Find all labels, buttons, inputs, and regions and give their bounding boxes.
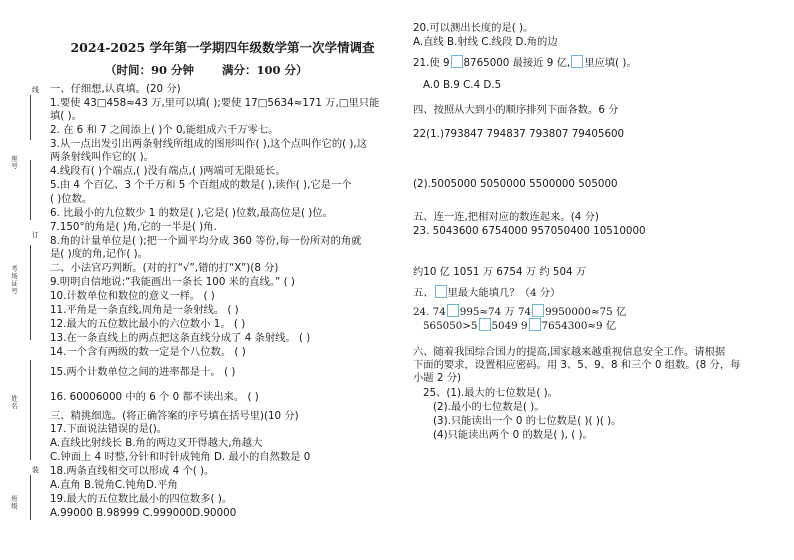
option-line: A.直线比射线长 B.角的两边叉开得越大,角越大 <box>50 437 263 449</box>
label-name: 姓名 <box>10 395 18 410</box>
question-24-part: 995≈74 万 74 <box>459 306 532 318</box>
page-subtitle: （时间：90 分钟 满分：100 分） <box>105 63 308 77</box>
binding-mark: 装 <box>32 466 39 474</box>
label-class: 班级 <box>10 495 18 510</box>
question-line: 14.一个含有两级的数一定是个八位数。 ( ) <box>50 346 246 358</box>
question-line: 小题 2 分) <box>413 372 462 384</box>
question-line: 1.要使 43□458≈43 万,里可以填( );要使 17□5634≈171 万,□里只能 <box>50 97 380 109</box>
question-line: 18.两条直线相交可以形成 4 个( )。 <box>50 465 215 477</box>
binding-mark: 订 <box>32 231 39 239</box>
label-exam-id: 考场证号 <box>10 265 18 295</box>
question-24-prefix: 五、 <box>413 287 434 299</box>
section-heading: 六、随着我国综合国力的提高,国家越来越重视信息安全工作。请根据 <box>413 346 726 358</box>
number-list: 约10 亿 1051 万 6754 万 约 504 万 <box>413 266 587 278</box>
question-24-title <box>413 285 560 300</box>
answer-box[interactable] <box>435 285 447 298</box>
question-line: 13.在一条直线上的两点把这条直线分成了 4 条射线。 ( ) <box>50 332 311 344</box>
question-21 <box>413 55 637 70</box>
question-line: 3.从一点出发引出两条射线所组成的图形叫作( ),这个点叫作它的( ),这 <box>50 138 367 150</box>
binding-line <box>30 160 31 220</box>
question-line: (3).只能读出一个 0 的七位数是( )( )( )。 <box>433 415 622 427</box>
question-line: 是( )度的角,记作( )。 <box>50 248 148 260</box>
question-line: 5.由 4 个百亿、3 个千万和 5 个百组成的数是( ),读作( ),它是一个 <box>50 179 352 191</box>
question-line: 2. 在 6 和 7 之间添上( )个 0,能组成六千万零七。 <box>50 124 279 136</box>
section-heading: 五、连一连,把相对应的数连起来。(4 分) <box>413 211 599 223</box>
option-line: C.钟面上 4 时整,分针和时针成钝角 D. 最小的自然数是 0 <box>50 451 311 463</box>
answer-box[interactable] <box>529 318 541 331</box>
option-line: A.直线 B.射线 C.线段 D.角的边 <box>413 36 558 48</box>
question-24-suffix: 里最大能填几？（4 分） <box>447 287 561 299</box>
binding-line <box>30 245 31 340</box>
number-list: 22(1.)793847 794837 793807 79405600 <box>413 128 625 140</box>
question-24-part: 5049 9 <box>491 320 528 332</box>
question-line: 10.计数单位和数位的意义一样。 ( ) <box>50 290 215 302</box>
question-24-row <box>413 304 626 319</box>
binding-margin <box>0 80 40 520</box>
number-list: (2).5005000 5050000 5500000 505000 <box>413 178 618 190</box>
question-line: 9.明明自信地说:“我能画出一条长 100 米的直线。” ( ) <box>50 276 295 288</box>
question-line: (4)只能读出两个 0 的数是( ), ( )。 <box>433 429 593 441</box>
question-line: 8.角的计量单位是( );把一个圆平均分成 360 等份,每一份所对的角就 <box>50 235 362 247</box>
question-line: 两条射线叫作它的( )。 <box>50 151 154 163</box>
page-title: 2024-2025 学年第一学期四年级数学第一次学情调查 <box>70 40 375 55</box>
question-line: (2).最小的七位数是( )。 <box>433 401 545 413</box>
number-list: 23. 5043600 6754000 957050400 10510000 <box>413 225 646 237</box>
question-line: 20.可以测出长度的是( )。 <box>413 22 534 34</box>
binding-line <box>30 95 31 140</box>
question-line: 19.最大的五位数比最小的四位数多( )。 <box>50 493 233 505</box>
question-line: 15.两个计数单位之间的进率都是十。 ( ) <box>50 366 236 378</box>
option-line: A.0 B.9 C.4 D.5 <box>423 79 502 91</box>
question-line: 12.最大的五位数比最小的六位数小 1。 ( ) <box>50 318 246 330</box>
section-heading: 二、小法官巧判断。(对的打“√”,错的打“X”)(8 分) <box>50 262 279 274</box>
question-24-row <box>423 318 616 333</box>
question-24-part: 565050>5 <box>423 320 478 332</box>
question-line: 下面的要求，设置相应密码。用 3、5、9、8 和三个 0 组数。(8 分，每 <box>413 359 741 371</box>
question-line: 4.线段有( )个端点,( )没有端点,( )两端可无限延长。 <box>50 165 286 177</box>
binding-line <box>30 475 31 520</box>
question-21-middle: 8765000 最接近 9 亿, <box>463 57 571 69</box>
question-line: 17.下面说法错误的是()。 <box>50 423 168 435</box>
binding-line <box>30 360 31 460</box>
section-heading: 四、按照从大到小的顺序排列下面各数。6 分 <box>413 104 619 116</box>
label-seat-number: 座号 <box>10 155 18 170</box>
binding-mark: 线 <box>32 86 39 94</box>
question-line: 填( )。 <box>50 110 82 122</box>
section-heading: 一、仔细想,认真填。(20 分) <box>50 83 181 95</box>
answer-box[interactable] <box>479 318 491 331</box>
question-24-part: 24. 74 <box>413 306 446 318</box>
question-24-part: 7654300≈9 亿 <box>541 320 617 332</box>
option-line: A.99000 B.98999 C.999000D.90000 <box>50 507 237 519</box>
question-line: ( )位数。 <box>50 193 93 205</box>
question-line: 11.平角是一条直线,周角是一条射线。 ( ) <box>50 304 239 316</box>
question-21-suffix: 里应填( )。 <box>584 57 637 69</box>
answer-box[interactable] <box>571 55 583 68</box>
question-line: 16. 60006000 中的 6 个 0 都不读出来。 ( ) <box>50 391 259 403</box>
question-24-part: 9950000≈75 亿 <box>545 306 627 318</box>
answer-box[interactable] <box>451 55 463 68</box>
answer-box[interactable] <box>447 304 459 317</box>
question-line: 7.150°的角是( )角,它的一半是( )角. <box>50 221 217 233</box>
section-heading: 三、精挑细选。(将正确答案的序号填在括号里)(10 分) <box>50 410 299 422</box>
option-line: A.直角 B.锐角C.钝角D.平角 <box>50 479 178 491</box>
question-line: 25、(1).最大的七位数是( )。 <box>423 387 558 399</box>
answer-box[interactable] <box>532 304 544 317</box>
question-line: 6. 比最小的九位数少 1 的数是( ),它是( )位数,最高位是( )位。 <box>50 207 333 219</box>
question-21-prefix: 21.使 9 <box>413 57 450 69</box>
